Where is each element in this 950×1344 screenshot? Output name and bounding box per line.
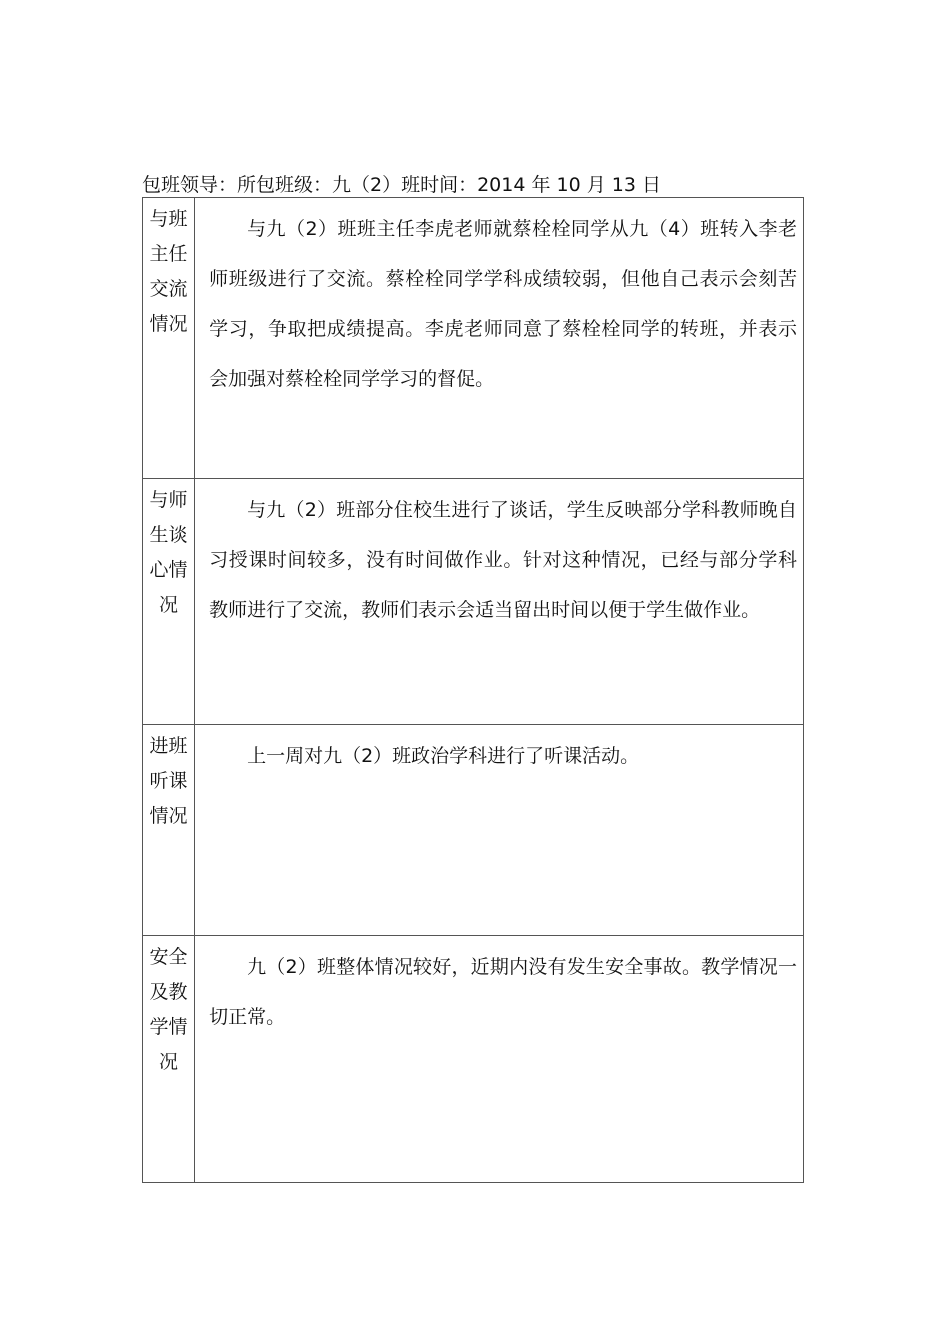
row-label-cell (143, 725, 195, 936)
row-content: 与九（2）班部分住校生进行了谈话，学生反映部分学科教师晚自习授课时间较多，没有时间做作业。针对这种情况，已经与部分学科教师进行了交流，教师们表示会适当留出时间以便于学生做作业。 (209, 499, 797, 621)
row-content: 上一周对九（2）班政治学科进行了听课活动。 (247, 745, 640, 767)
row-content-cell (195, 936, 804, 1183)
row-label: 与班主任交流情况 (149, 208, 188, 335)
row-content-cell (195, 479, 804, 725)
table-row (143, 725, 804, 936)
row-content-cell (195, 198, 804, 479)
row-label-cell (143, 936, 195, 1183)
table-row (143, 198, 804, 479)
report-table (142, 197, 804, 1183)
row-label-cell (143, 479, 195, 725)
row-content-cell (195, 725, 804, 936)
row-label-cell (143, 198, 195, 479)
table-row (143, 479, 804, 725)
row-label: 进班听课情况 (149, 735, 188, 827)
row-content: 与九（2）班班主任李虎老师就蔡栓栓同学从九（4）班转入李老师班级进行了交流。蔡栓栓同学学科成绩较弱，但他自己表示会刻苦学习，争取把成绩提高。李虎老师同意了蔡栓栓同学的转班，并表示会加强对蔡栓栓同学学习的督促。 (209, 218, 797, 390)
table-row (143, 936, 804, 1183)
row-label: 与师生谈心情况 (149, 489, 188, 616)
row-content: 九（2）班整体情况较好，近期内没有发生安全事故。教学情况一切正常。 (209, 956, 797, 1028)
row-label: 安全及教学情况 (149, 946, 188, 1073)
document-header: 包班领导：所包班级：九（2）班时间：2014 年 10 月 13 日 (142, 174, 661, 196)
